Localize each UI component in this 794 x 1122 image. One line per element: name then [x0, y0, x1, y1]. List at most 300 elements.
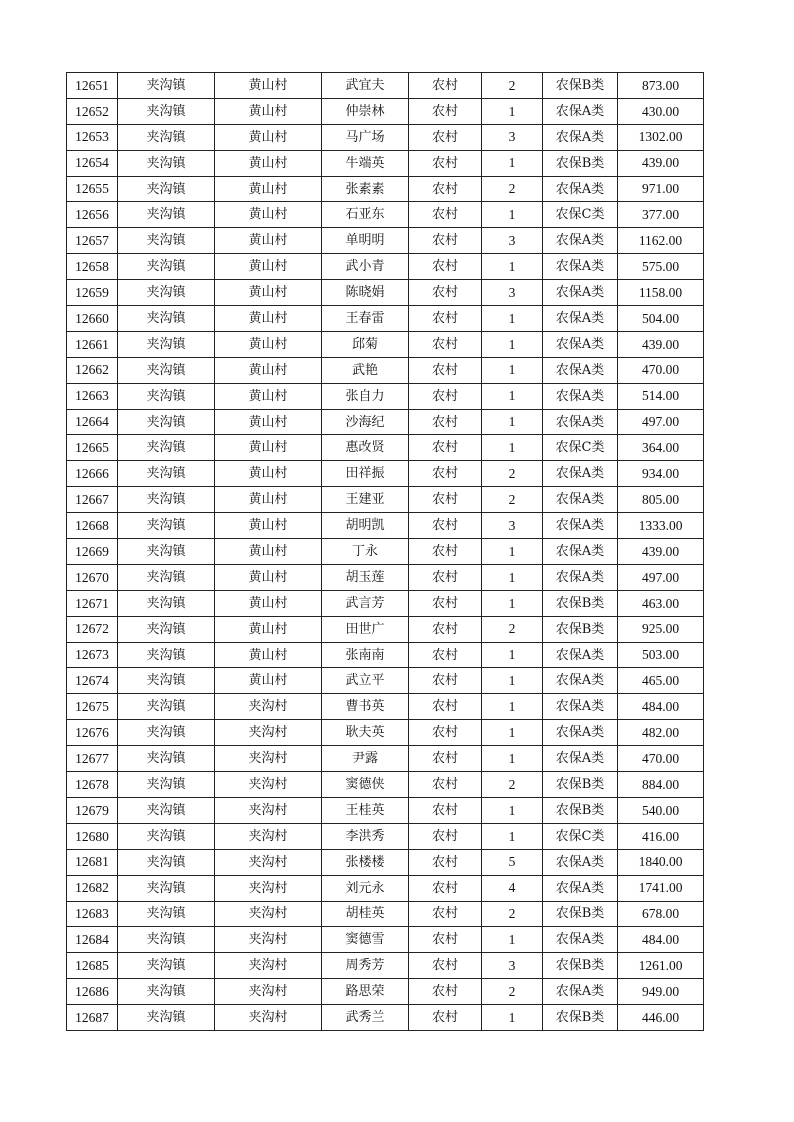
- table-row: [67, 1005, 704, 1031]
- name-cell: 丁永: [322, 539, 409, 565]
- town-cell: 夹沟镇: [118, 150, 215, 176]
- table-row: [67, 720, 704, 746]
- area-type-cell: 农村: [409, 875, 482, 901]
- amount-cell: 1261.00: [618, 953, 704, 979]
- table-row: [67, 979, 704, 1005]
- table-row: [67, 461, 704, 487]
- town-cell: 夹沟镇: [118, 590, 215, 616]
- record-id-cell: 12686: [67, 979, 118, 1005]
- record-id-cell: 12683: [67, 901, 118, 927]
- name-cell: 牛端英: [322, 150, 409, 176]
- table-row: [67, 124, 704, 150]
- household-size-cell: 2: [482, 176, 543, 202]
- record-id-cell: 12687: [67, 1005, 118, 1031]
- household-size-cell: 3: [482, 953, 543, 979]
- name-cell: 武小青: [322, 254, 409, 280]
- town-cell: 夹沟镇: [118, 616, 215, 642]
- household-size-cell: 4: [482, 875, 543, 901]
- town-cell: 夹沟镇: [118, 927, 215, 953]
- record-id-cell: 12664: [67, 409, 118, 435]
- record-id-cell: 12678: [67, 772, 118, 798]
- insurance-type-cell: 农保B类: [543, 901, 618, 927]
- name-cell: 陈晓娟: [322, 280, 409, 306]
- town-cell: 夹沟镇: [118, 979, 215, 1005]
- table-row: [67, 306, 704, 332]
- name-cell: 张自力: [322, 383, 409, 409]
- town-cell: 夹沟镇: [118, 98, 215, 124]
- insurance-type-cell: 农保A类: [543, 357, 618, 383]
- insurance-type-cell: 农保A类: [543, 849, 618, 875]
- household-size-cell: 1: [482, 254, 543, 280]
- village-cell: 黄山村: [215, 73, 322, 99]
- name-cell: 沙海纪: [322, 409, 409, 435]
- record-id-cell: 12665: [67, 435, 118, 461]
- insurance-type-cell: 农保B类: [543, 772, 618, 798]
- village-cell: 夹沟村: [215, 927, 322, 953]
- record-id-cell: 12670: [67, 564, 118, 590]
- town-cell: 夹沟镇: [118, 331, 215, 357]
- insurance-type-cell: 农保B类: [543, 797, 618, 823]
- household-size-cell: 2: [482, 772, 543, 798]
- household-size-cell: 1: [482, 746, 543, 772]
- amount-cell: 1333.00: [618, 513, 704, 539]
- area-type-cell: 农村: [409, 435, 482, 461]
- village-cell: 黄山村: [215, 176, 322, 202]
- town-cell: 夹沟镇: [118, 357, 215, 383]
- household-size-cell: 1: [482, 202, 543, 228]
- village-cell: 黄山村: [215, 280, 322, 306]
- table-row: [67, 331, 704, 357]
- records-body: [67, 73, 704, 1031]
- village-cell: 夹沟村: [215, 953, 322, 979]
- table-row: [67, 823, 704, 849]
- household-size-cell: 1: [482, 150, 543, 176]
- village-cell: 黄山村: [215, 461, 322, 487]
- village-cell: 黄山村: [215, 668, 322, 694]
- village-cell: 黄山村: [215, 409, 322, 435]
- table-row: [67, 280, 704, 306]
- amount-cell: 1162.00: [618, 228, 704, 254]
- insurance-type-cell: 农保C类: [543, 202, 618, 228]
- village-cell: 黄山村: [215, 331, 322, 357]
- town-cell: 夹沟镇: [118, 642, 215, 668]
- amount-cell: 430.00: [618, 98, 704, 124]
- amount-cell: 884.00: [618, 772, 704, 798]
- insurance-type-cell: 农保A类: [543, 331, 618, 357]
- area-type-cell: 农村: [409, 849, 482, 875]
- name-cell: 张素素: [322, 176, 409, 202]
- amount-cell: 873.00: [618, 73, 704, 99]
- area-type-cell: 农村: [409, 202, 482, 228]
- record-id-cell: 12677: [67, 746, 118, 772]
- area-type-cell: 农村: [409, 1005, 482, 1031]
- table-row: [67, 772, 704, 798]
- amount-cell: 377.00: [618, 202, 704, 228]
- table-row: [67, 487, 704, 513]
- table-row: [67, 176, 704, 202]
- household-size-cell: 2: [482, 901, 543, 927]
- name-cell: 石亚东: [322, 202, 409, 228]
- village-cell: 夹沟村: [215, 772, 322, 798]
- insurance-type-cell: 农保B类: [543, 150, 618, 176]
- household-size-cell: 1: [482, 357, 543, 383]
- area-type-cell: 农村: [409, 513, 482, 539]
- amount-cell: 1840.00: [618, 849, 704, 875]
- area-type-cell: 农村: [409, 280, 482, 306]
- table-row: [67, 642, 704, 668]
- table-row: [67, 746, 704, 772]
- name-cell: 张南南: [322, 642, 409, 668]
- household-size-cell: 1: [482, 668, 543, 694]
- area-type-cell: 农村: [409, 927, 482, 953]
- amount-cell: 465.00: [618, 668, 704, 694]
- record-id-cell: 12676: [67, 720, 118, 746]
- town-cell: 夹沟镇: [118, 73, 215, 99]
- table-row: [67, 616, 704, 642]
- village-cell: 黄山村: [215, 228, 322, 254]
- household-size-cell: 1: [482, 331, 543, 357]
- area-type-cell: 农村: [409, 616, 482, 642]
- town-cell: 夹沟镇: [118, 124, 215, 150]
- village-cell: 黄山村: [215, 383, 322, 409]
- household-size-cell: 1: [482, 409, 543, 435]
- insurance-type-cell: 农保A类: [543, 383, 618, 409]
- village-cell: 黄山村: [215, 539, 322, 565]
- area-type-cell: 农村: [409, 228, 482, 254]
- name-cell: 尹露: [322, 746, 409, 772]
- village-cell: 黄山村: [215, 150, 322, 176]
- insurance-type-cell: 农保C类: [543, 823, 618, 849]
- amount-cell: 446.00: [618, 1005, 704, 1031]
- village-cell: 黄山村: [215, 487, 322, 513]
- record-id-cell: 12658: [67, 254, 118, 280]
- amount-cell: 470.00: [618, 357, 704, 383]
- town-cell: 夹沟镇: [118, 849, 215, 875]
- record-id-cell: 12655: [67, 176, 118, 202]
- area-type-cell: 农村: [409, 383, 482, 409]
- amount-cell: 949.00: [618, 979, 704, 1005]
- insurance-type-cell: 农保B类: [543, 1005, 618, 1031]
- area-type-cell: 农村: [409, 694, 482, 720]
- village-cell: 黄山村: [215, 616, 322, 642]
- name-cell: 单明明: [322, 228, 409, 254]
- name-cell: 刘元永: [322, 875, 409, 901]
- area-type-cell: 农村: [409, 357, 482, 383]
- household-size-cell: 2: [482, 487, 543, 513]
- area-type-cell: 农村: [409, 823, 482, 849]
- record-id-cell: 12661: [67, 331, 118, 357]
- area-type-cell: 农村: [409, 720, 482, 746]
- amount-cell: 484.00: [618, 927, 704, 953]
- area-type-cell: 农村: [409, 901, 482, 927]
- amount-cell: 1741.00: [618, 875, 704, 901]
- town-cell: 夹沟镇: [118, 564, 215, 590]
- insurance-type-cell: 农保A类: [543, 409, 618, 435]
- village-cell: 夹沟村: [215, 746, 322, 772]
- area-type-cell: 农村: [409, 539, 482, 565]
- household-size-cell: 1: [482, 590, 543, 616]
- amount-cell: 925.00: [618, 616, 704, 642]
- town-cell: 夹沟镇: [118, 901, 215, 927]
- household-size-cell: 1: [482, 927, 543, 953]
- amount-cell: 1158.00: [618, 280, 704, 306]
- record-id-cell: 12680: [67, 823, 118, 849]
- name-cell: 王春雷: [322, 306, 409, 332]
- name-cell: 王桂英: [322, 797, 409, 823]
- area-type-cell: 农村: [409, 772, 482, 798]
- area-type-cell: 农村: [409, 487, 482, 513]
- record-id-cell: 12652: [67, 98, 118, 124]
- table-row: [67, 435, 704, 461]
- household-size-cell: 1: [482, 435, 543, 461]
- table-row: [67, 797, 704, 823]
- insurance-type-cell: 农保A类: [543, 694, 618, 720]
- household-size-cell: 1: [482, 564, 543, 590]
- record-id-cell: 12662: [67, 357, 118, 383]
- name-cell: 耿夫英: [322, 720, 409, 746]
- name-cell: 武宜夫: [322, 73, 409, 99]
- table-row: [67, 875, 704, 901]
- household-size-cell: 3: [482, 280, 543, 306]
- village-cell: 夹沟村: [215, 797, 322, 823]
- household-size-cell: 2: [482, 461, 543, 487]
- village-cell: 夹沟村: [215, 694, 322, 720]
- amount-cell: 482.00: [618, 720, 704, 746]
- insurance-type-cell: 农保A类: [543, 487, 618, 513]
- table-row: [67, 357, 704, 383]
- record-id-cell: 12663: [67, 383, 118, 409]
- household-size-cell: 1: [482, 694, 543, 720]
- record-id-cell: 12651: [67, 73, 118, 99]
- village-cell: 夹沟村: [215, 979, 322, 1005]
- name-cell: 田祥振: [322, 461, 409, 487]
- table-row: [67, 564, 704, 590]
- name-cell: 邱菊: [322, 331, 409, 357]
- record-id-cell: 12672: [67, 616, 118, 642]
- table-row: [67, 254, 704, 280]
- village-cell: 夹沟村: [215, 1005, 322, 1031]
- table-row: [67, 901, 704, 927]
- records-table: [66, 72, 704, 1031]
- insurance-type-cell: 农保A类: [543, 98, 618, 124]
- name-cell: 路思荣: [322, 979, 409, 1005]
- insurance-type-cell: 农保A类: [543, 176, 618, 202]
- record-id-cell: 12669: [67, 539, 118, 565]
- insurance-type-cell: 农保A类: [543, 927, 618, 953]
- table-row: [67, 953, 704, 979]
- household-size-cell: 3: [482, 513, 543, 539]
- village-cell: 黄山村: [215, 357, 322, 383]
- record-id-cell: 12685: [67, 953, 118, 979]
- household-size-cell: 2: [482, 979, 543, 1005]
- town-cell: 夹沟镇: [118, 461, 215, 487]
- insurance-type-cell: 农保A类: [543, 979, 618, 1005]
- table-row: [67, 590, 704, 616]
- town-cell: 夹沟镇: [118, 720, 215, 746]
- town-cell: 夹沟镇: [118, 409, 215, 435]
- table-row: [67, 927, 704, 953]
- amount-cell: 463.00: [618, 590, 704, 616]
- amount-cell: 971.00: [618, 176, 704, 202]
- table-row: [67, 539, 704, 565]
- insurance-type-cell: 农保A类: [543, 668, 618, 694]
- insurance-type-cell: 农保B类: [543, 73, 618, 99]
- area-type-cell: 农村: [409, 797, 482, 823]
- insurance-type-cell: 农保A类: [543, 254, 618, 280]
- village-cell: 夹沟村: [215, 875, 322, 901]
- name-cell: 武艳: [322, 357, 409, 383]
- area-type-cell: 农村: [409, 150, 482, 176]
- record-id-cell: 12682: [67, 875, 118, 901]
- table-row: [67, 409, 704, 435]
- household-size-cell: 1: [482, 1005, 543, 1031]
- table-row: [67, 383, 704, 409]
- household-size-cell: 1: [482, 98, 543, 124]
- household-size-cell: 1: [482, 720, 543, 746]
- village-cell: 黄山村: [215, 306, 322, 332]
- town-cell: 夹沟镇: [118, 797, 215, 823]
- name-cell: 胡玉莲: [322, 564, 409, 590]
- area-type-cell: 农村: [409, 331, 482, 357]
- village-cell: 黄山村: [215, 98, 322, 124]
- village-cell: 夹沟村: [215, 720, 322, 746]
- insurance-type-cell: 农保A类: [543, 513, 618, 539]
- record-id-cell: 12681: [67, 849, 118, 875]
- area-type-cell: 农村: [409, 668, 482, 694]
- household-size-cell: 3: [482, 124, 543, 150]
- amount-cell: 439.00: [618, 150, 704, 176]
- name-cell: 武言芳: [322, 590, 409, 616]
- town-cell: 夹沟镇: [118, 875, 215, 901]
- household-size-cell: 1: [482, 539, 543, 565]
- name-cell: 窦德雪: [322, 927, 409, 953]
- name-cell: 马广场: [322, 124, 409, 150]
- record-id-cell: 12660: [67, 306, 118, 332]
- area-type-cell: 农村: [409, 979, 482, 1005]
- village-cell: 黄山村: [215, 254, 322, 280]
- village-cell: 夹沟村: [215, 849, 322, 875]
- town-cell: 夹沟镇: [118, 539, 215, 565]
- insurance-type-cell: 农保A类: [543, 228, 618, 254]
- name-cell: 武立平: [322, 668, 409, 694]
- area-type-cell: 农村: [409, 590, 482, 616]
- record-id-cell: 12674: [67, 668, 118, 694]
- village-cell: 黄山村: [215, 202, 322, 228]
- insurance-type-cell: 农保A类: [543, 306, 618, 332]
- town-cell: 夹沟镇: [118, 383, 215, 409]
- name-cell: 王建亚: [322, 487, 409, 513]
- record-id-cell: 12679: [67, 797, 118, 823]
- town-cell: 夹沟镇: [118, 254, 215, 280]
- town-cell: 夹沟镇: [118, 772, 215, 798]
- name-cell: 周秀芳: [322, 953, 409, 979]
- amount-cell: 497.00: [618, 409, 704, 435]
- table-row: [67, 98, 704, 124]
- town-cell: 夹沟镇: [118, 694, 215, 720]
- area-type-cell: 农村: [409, 306, 482, 332]
- area-type-cell: 农村: [409, 124, 482, 150]
- insurance-type-cell: 农保A类: [543, 746, 618, 772]
- town-cell: 夹沟镇: [118, 1005, 215, 1031]
- village-cell: 黄山村: [215, 435, 322, 461]
- insurance-type-cell: 农保A类: [543, 461, 618, 487]
- area-type-cell: 农村: [409, 746, 482, 772]
- town-cell: 夹沟镇: [118, 280, 215, 306]
- village-cell: 黄山村: [215, 564, 322, 590]
- area-type-cell: 农村: [409, 176, 482, 202]
- insurance-type-cell: 农保B类: [543, 590, 618, 616]
- record-id-cell: 12656: [67, 202, 118, 228]
- name-cell: 田世广: [322, 616, 409, 642]
- record-id-cell: 12659: [67, 280, 118, 306]
- insurance-type-cell: 农保A类: [543, 875, 618, 901]
- name-cell: 张楼楼: [322, 849, 409, 875]
- record-id-cell: 12671: [67, 590, 118, 616]
- record-id-cell: 12673: [67, 642, 118, 668]
- town-cell: 夹沟镇: [118, 668, 215, 694]
- insurance-type-cell: 农保A类: [543, 539, 618, 565]
- town-cell: 夹沟镇: [118, 435, 215, 461]
- table-row: [67, 150, 704, 176]
- insurance-type-cell: 农保A类: [543, 564, 618, 590]
- record-id-cell: 12675: [67, 694, 118, 720]
- amount-cell: 1302.00: [618, 124, 704, 150]
- name-cell: 武秀兰: [322, 1005, 409, 1031]
- insurance-type-cell: 农保B类: [543, 616, 618, 642]
- household-size-cell: 1: [482, 823, 543, 849]
- village-cell: 夹沟村: [215, 823, 322, 849]
- amount-cell: 470.00: [618, 746, 704, 772]
- town-cell: 夹沟镇: [118, 513, 215, 539]
- area-type-cell: 农村: [409, 953, 482, 979]
- area-type-cell: 农村: [409, 409, 482, 435]
- amount-cell: 497.00: [618, 564, 704, 590]
- village-cell: 黄山村: [215, 124, 322, 150]
- household-size-cell: 5: [482, 849, 543, 875]
- household-size-cell: 1: [482, 642, 543, 668]
- area-type-cell: 农村: [409, 642, 482, 668]
- table-row: [67, 228, 704, 254]
- insurance-type-cell: 农保B类: [543, 953, 618, 979]
- amount-cell: 540.00: [618, 797, 704, 823]
- record-id-cell: 12667: [67, 487, 118, 513]
- name-cell: 胡明凯: [322, 513, 409, 539]
- name-cell: 胡桂英: [322, 901, 409, 927]
- town-cell: 夹沟镇: [118, 953, 215, 979]
- amount-cell: 439.00: [618, 331, 704, 357]
- town-cell: 夹沟镇: [118, 228, 215, 254]
- name-cell: 窦德侠: [322, 772, 409, 798]
- table-row: [67, 202, 704, 228]
- area-type-cell: 农村: [409, 73, 482, 99]
- record-id-cell: 12684: [67, 927, 118, 953]
- household-size-cell: 3: [482, 228, 543, 254]
- insurance-type-cell: 农保A类: [543, 720, 618, 746]
- amount-cell: 504.00: [618, 306, 704, 332]
- table-row: [67, 694, 704, 720]
- village-cell: 黄山村: [215, 590, 322, 616]
- town-cell: 夹沟镇: [118, 746, 215, 772]
- name-cell: 仲崇林: [322, 98, 409, 124]
- town-cell: 夹沟镇: [118, 823, 215, 849]
- area-type-cell: 农村: [409, 98, 482, 124]
- amount-cell: 514.00: [618, 383, 704, 409]
- amount-cell: 416.00: [618, 823, 704, 849]
- amount-cell: 439.00: [618, 539, 704, 565]
- insurance-type-cell: 农保A类: [543, 280, 618, 306]
- town-cell: 夹沟镇: [118, 176, 215, 202]
- amount-cell: 364.00: [618, 435, 704, 461]
